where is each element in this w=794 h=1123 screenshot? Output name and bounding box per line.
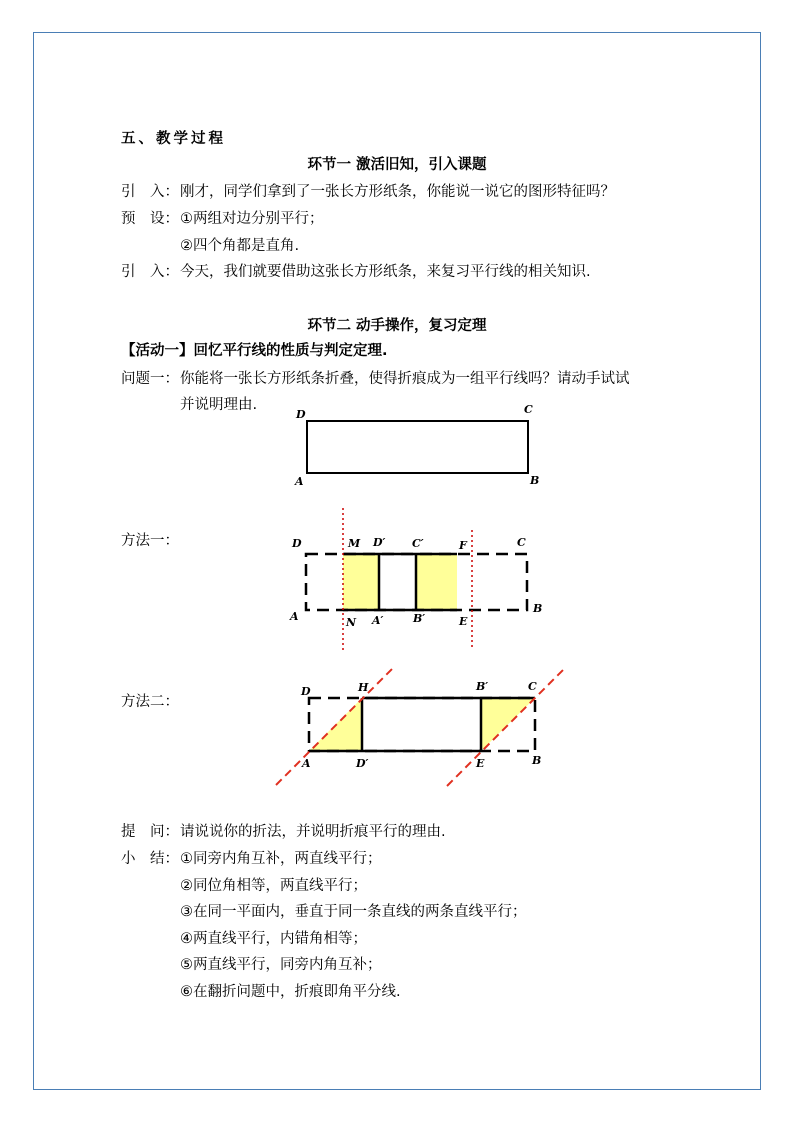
m2-label-E: E <box>476 757 485 770</box>
summary-item-4: ④两直线平行，内错角相等； <box>180 931 367 947</box>
m2-label-C: C <box>528 680 537 693</box>
fig1-label-B: B <box>530 474 540 487</box>
m1-label-B-prime: B′ <box>413 612 426 625</box>
summary-item-6: ⑥在翻折问题中，折痕即角平分线. <box>180 984 401 1000</box>
m2-label-D-prime: D′ <box>356 757 369 770</box>
fig1-label-A: A <box>295 475 304 488</box>
m2-label-D: D <box>301 685 311 698</box>
summary-label: 小 结： <box>121 851 179 867</box>
m2-label-A: A <box>302 757 311 770</box>
stage2-title: 环节二 动手操作，复习定理 <box>307 318 487 334</box>
m1-label-F: F <box>459 539 467 552</box>
summary-item-1: ①同旁内角互补，两直线平行； <box>180 851 382 867</box>
activity-one: 【活动一】回忆平行线的性质与判定定理. <box>121 343 388 359</box>
m1-label-B: B <box>533 602 543 615</box>
ask-label: 提 问： <box>121 824 179 840</box>
m1-label-D: D <box>292 537 302 550</box>
intro2-text: 今天，我们就要借助这张长方形纸条，来复习平行线的相关知识. <box>180 264 591 280</box>
m2-label-H: H <box>358 681 369 694</box>
m1-label-C-prime: C′ <box>412 537 424 550</box>
section-heading: 五、教学过程 <box>121 131 226 147</box>
fig1-label-C: C <box>524 403 533 416</box>
question-text-line1: 你能将一张长方形纸条折叠，使得折痕成为一组平行线吗？请动手试试 <box>180 371 630 387</box>
summary-item-3: ③在同一平面内，垂直于同一条直线的两条直线平行； <box>180 904 527 920</box>
stage1-title: 环节一 激活旧知，引入课题 <box>307 157 487 173</box>
fig1-label-D: D <box>296 408 306 421</box>
ask-text: 请说说你的折法，并说明折痕平行的理由. <box>180 824 446 840</box>
method2-label: 方法二： <box>121 694 179 710</box>
preset-item-1: ①两组对边分别平行； <box>180 211 324 227</box>
m1-label-E: E <box>459 615 468 628</box>
m1-label-A: A <box>290 610 299 623</box>
question-label: 问题一： <box>121 371 179 387</box>
summary-item-2: ②同位角相等，两直线平行； <box>180 878 367 894</box>
question-text-line2: 并说明理由. <box>180 397 258 413</box>
m2-label-B-prime: B′ <box>476 680 489 693</box>
m1-label-N: N <box>346 616 357 629</box>
intro1-text: 刚才，同学们拿到了一张长方形纸条，你能说一说它的图形特征吗？ <box>180 184 615 200</box>
summary-item-5: ⑤两直线平行，同旁内角互补； <box>180 957 382 973</box>
intro2-label: 引 入： <box>121 264 179 280</box>
m2-label-B: B <box>532 754 542 767</box>
preset-label: 预 设： <box>121 211 179 227</box>
m1-label-M: M <box>348 537 361 550</box>
preset-item-2: ②四个角都是直角. <box>180 238 300 254</box>
intro1-label: 引 入： <box>121 184 179 200</box>
m1-label-A-prime: A′ <box>372 614 384 627</box>
method1-label: 方法一： <box>121 533 179 549</box>
m1-label-C: C <box>517 536 526 549</box>
m1-label-D-prime: D′ <box>373 536 386 549</box>
